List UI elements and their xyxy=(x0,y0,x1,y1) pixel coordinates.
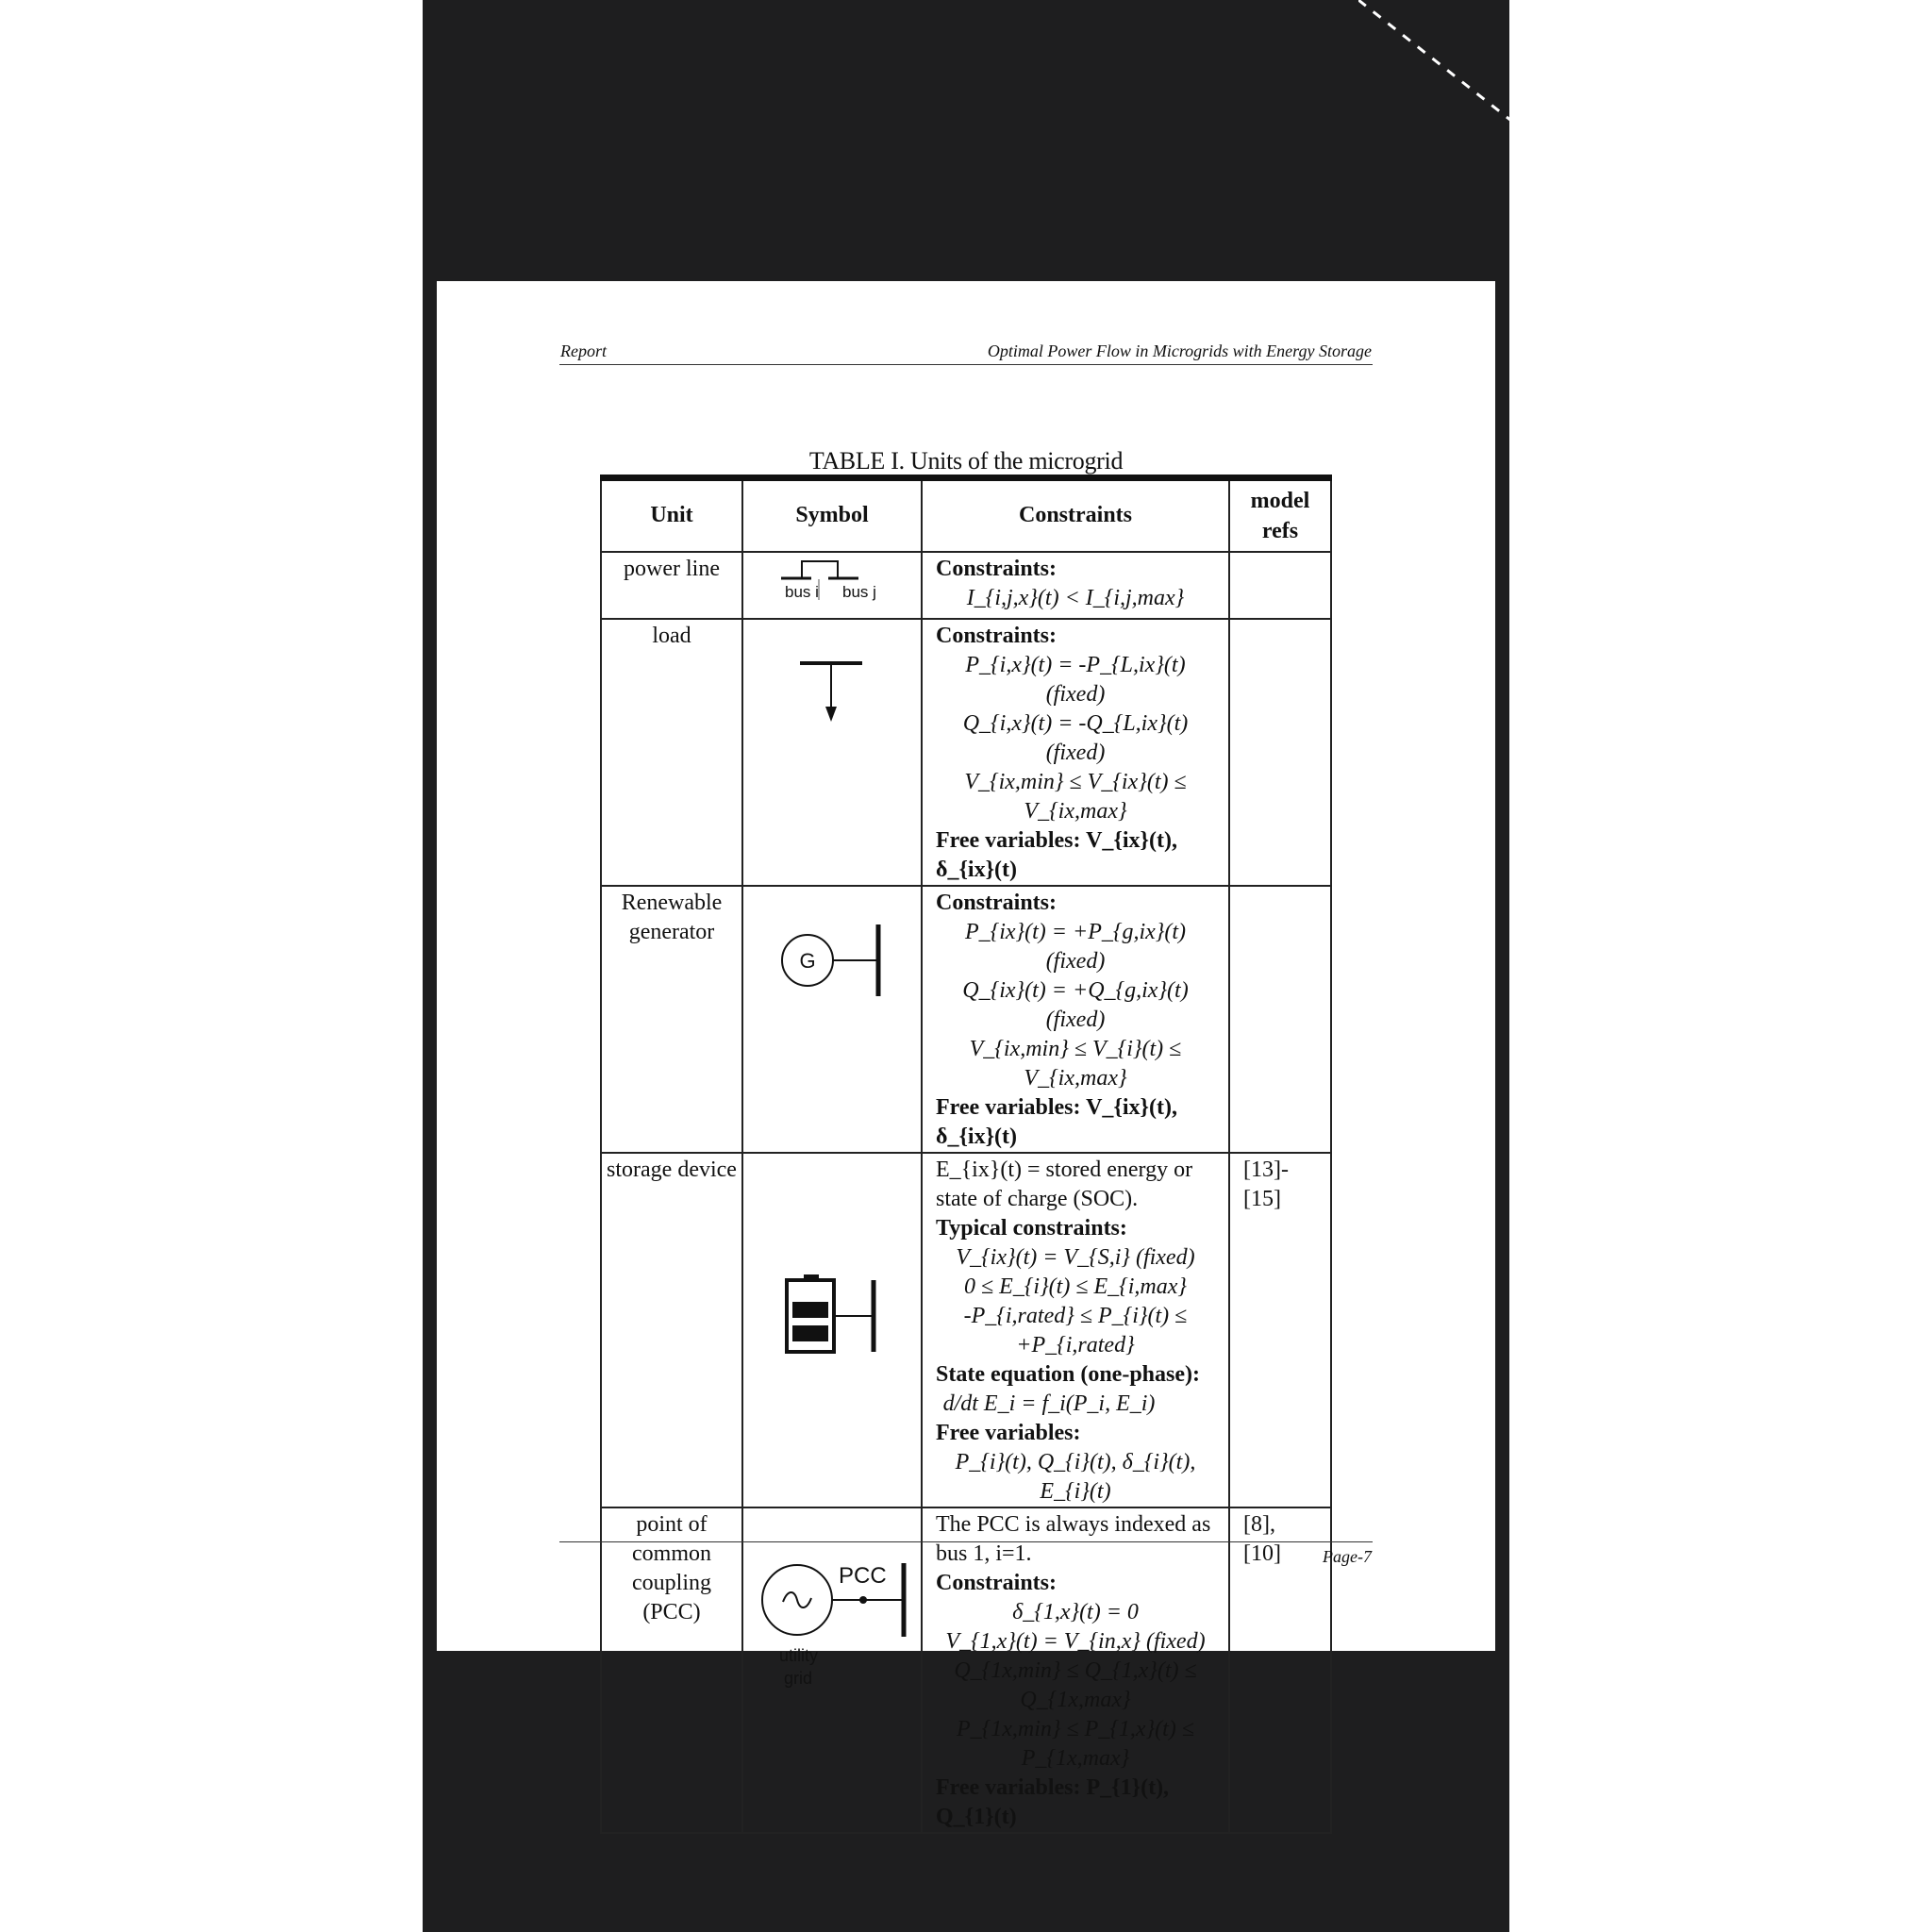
column-header-unit: Unit xyxy=(601,478,742,552)
generator-icon xyxy=(743,887,923,1036)
generator-label: G xyxy=(799,948,816,973)
load-arrow-icon xyxy=(743,620,923,769)
header-rule xyxy=(559,364,1373,365)
table-row xyxy=(601,619,1331,886)
constraints-cell: Constraints: I_{i,j,x}(t) < I_{i,j,max} xyxy=(922,552,1229,619)
symbol-cell xyxy=(742,552,922,619)
battery-icon xyxy=(743,1154,923,1482)
footer-rule xyxy=(559,1541,1373,1542)
symbol-cell xyxy=(742,1153,922,1507)
table-header-row xyxy=(601,478,1331,552)
symbol-cell xyxy=(742,1507,922,1833)
table-row xyxy=(601,1153,1331,1507)
table-row xyxy=(601,552,1331,619)
unit-cell: point of common coupling (PCC) xyxy=(601,1507,742,1833)
header-left: Report xyxy=(560,341,607,360)
units-table xyxy=(600,475,1332,1834)
table-row xyxy=(601,886,1331,1153)
column-header-model-refs: model refs xyxy=(1229,478,1331,552)
document-page xyxy=(437,281,1495,1829)
table-caption: TABLE I. Units of the microgrid xyxy=(808,447,1124,475)
pcc-label: PCC xyxy=(839,1562,887,1589)
unit-cell: Renewable generator xyxy=(601,886,742,1153)
table-row xyxy=(601,1507,1331,1833)
symbol-cell xyxy=(742,619,922,886)
constraints-cell: The PCC is always indexed as bus 1, i=1. Constraints: δ_{1,x}(t) = 0 V_{1,x}(t) = V_{in,x} (fixed) Q_{1x,min} ≤ Q_{1,x}(t) ≤ Q_{1x,max} P_{1x,min} ≤ P_{1,x}(t) ≤ P_{1x,max} Free variables: P_{1}(t), Q_{1}(t) xyxy=(922,1507,1229,1833)
refs-cell: [13]-[15] xyxy=(1229,1153,1331,1507)
refs-cell xyxy=(1229,886,1331,1153)
constraints-cell: E_{ix}(t) = stored energy or state of charge (SOC). Typical constraints: V_{ix}(t) = V_{S,i} (fixed) 0 ≤ E_{i}(t) ≤ E_{i,max} -P_{i,rated} ≤ P_{i}(t) ≤ +P_{i,rated} State equation (one-phase): d/dt E_i = f_i(P_i, E_i) Free variables: P_{i}(t), Q_{i}(t), δ_{i}(t), E_{i}(t) xyxy=(922,1153,1229,1507)
header-right: Optimal Power Flow in Microgrids with Energy Storage xyxy=(987,341,1372,360)
ac-wave-icon xyxy=(783,1591,811,1607)
column-header-symbol: Symbol xyxy=(742,478,922,552)
constraints-cell: Constraints: P_{ix}(t) = +P_{g,ix}(t) (fixed) Q_{ix}(t) = +Q_{g,ix}(t) (fixed) V_{ix,min} ≤ V_{i}(t) ≤ V_{ix,max} Free variables: V_{ix}(t), δ_{ix}(t) xyxy=(922,886,1229,1153)
dashed-corner-line xyxy=(1358,0,1538,142)
power-line-icon xyxy=(743,553,923,620)
bus-j-label: bus j xyxy=(842,582,876,601)
refs-cell xyxy=(1229,619,1331,886)
symbol-cell xyxy=(742,886,922,1153)
constraints-cell: Constraints: P_{i,x}(t) = -P_{L,ix}(t) (fixed) Q_{i,x}(t) = -Q_{L,ix}(t) (fixed) V_{ix,min} ≤ V_{ix}(t) ≤ V_{ix,max} Free variables: V_{ix}(t), δ_{ix}(t) xyxy=(922,619,1229,886)
refs-cell: [8], [10] xyxy=(1229,1507,1331,1833)
pcc-grid-icon xyxy=(743,1508,923,1748)
utility-grid-label: utility grid xyxy=(779,1645,819,1688)
bus-i-label: bus i xyxy=(785,582,819,601)
unit-cell: load xyxy=(601,619,742,886)
page-number: Page-7 xyxy=(1323,1547,1372,1566)
unit-cell: power line xyxy=(601,552,742,619)
unit-cell: storage device xyxy=(601,1153,742,1507)
refs-cell xyxy=(1229,552,1331,619)
column-header-constraints: Constraints xyxy=(922,478,1229,552)
